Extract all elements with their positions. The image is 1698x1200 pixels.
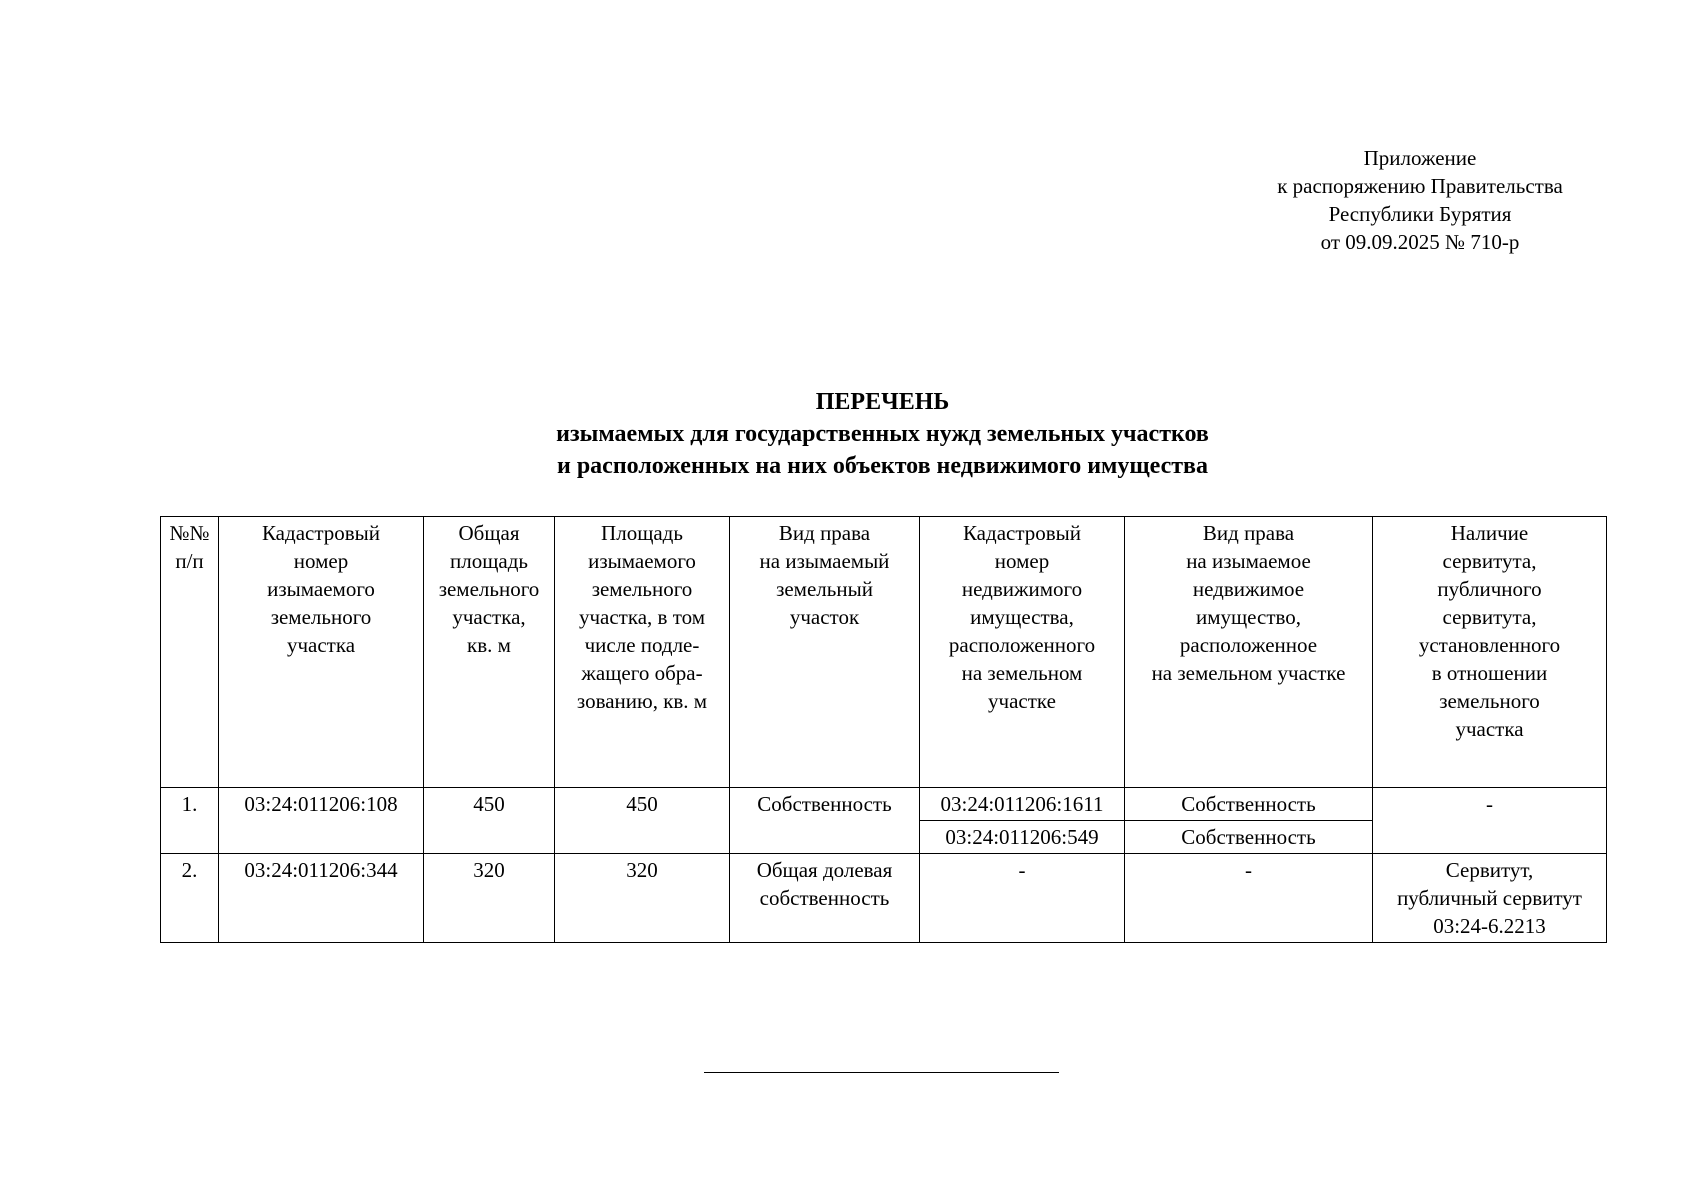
land-plots-table bbox=[160, 516, 1607, 943]
cell-num: 1. bbox=[161, 788, 219, 854]
cell-total-area: 450 bbox=[424, 788, 555, 854]
title-line: и расположенных на них объектов недвижимого имущества bbox=[557, 453, 1208, 479]
header-property-cadastral: Кадастровый номер недвижимого имущества, расположенного на земельном участке bbox=[920, 517, 1125, 788]
cell-servitude: Сервитут, публичный сервитут 03:24-6.2213 bbox=[1373, 854, 1607, 943]
appendix-block bbox=[1230, 144, 1610, 256]
cell-cadastral: 03:24:011206:108 bbox=[219, 788, 424, 854]
header-num: №№ п/п bbox=[161, 517, 219, 788]
cell-seized-area: 320 bbox=[555, 854, 730, 943]
header-property-right: Вид права на изымаемое недвижимое имущество, расположенное на земельном участке bbox=[1125, 517, 1373, 788]
header-land-right: Вид права на изымаемый земельный участок bbox=[730, 517, 920, 788]
table-row bbox=[161, 788, 1607, 821]
cell-num: 2. bbox=[161, 854, 219, 943]
cell-property-cadastral: 03:24:011206:1611 bbox=[920, 788, 1125, 821]
cell-property-cadastral: - bbox=[920, 854, 1125, 943]
cell-property-cadastral: 03:24:011206:549 bbox=[920, 821, 1125, 854]
cell-total-area: 320 bbox=[424, 854, 555, 943]
header-total-area: Общая площадь земельного участка, кв. м bbox=[424, 517, 555, 788]
header-cadastral: Кадастровый номер изымаемого земельного участка bbox=[219, 517, 424, 788]
appendix-line: Республики Бурятия bbox=[1328, 202, 1512, 226]
appendix-line: Приложение bbox=[1363, 146, 1477, 170]
cell-property-right: - bbox=[1125, 854, 1373, 943]
cell-cadastral: 03:24:011206:344 bbox=[219, 854, 424, 943]
table-header-row bbox=[161, 517, 1607, 788]
title-line: изымаемых для государственных нужд земельных участков bbox=[556, 421, 1209, 447]
cell-property-right: Собственность bbox=[1125, 821, 1373, 854]
title-main: ПЕРЕЧЕНЬ bbox=[815, 389, 950, 415]
cell-land-right: Общая долевая собственность bbox=[730, 854, 920, 943]
footer-rule bbox=[704, 1072, 1059, 1073]
header-seized-area: Площадь изымаемого земельного участка, в том числе подле- жащего обра- зованию, кв. м bbox=[555, 517, 730, 788]
document-title bbox=[160, 386, 1605, 482]
cell-property-right: Собственность bbox=[1125, 788, 1373, 821]
table-row bbox=[161, 854, 1607, 943]
cell-servitude: - bbox=[1373, 788, 1607, 854]
table-body bbox=[161, 788, 1607, 943]
appendix-line: от 09.09.2025 № 710-р bbox=[1320, 230, 1520, 254]
cell-seized-area: 450 bbox=[555, 788, 730, 854]
cell-land-right: Собственность bbox=[730, 788, 920, 854]
appendix-line: к распоряжению Правительства bbox=[1277, 174, 1563, 198]
header-servitude: Наличие сервитута, публичного сервитута, установленного в отношении земельного участка bbox=[1373, 517, 1607, 788]
